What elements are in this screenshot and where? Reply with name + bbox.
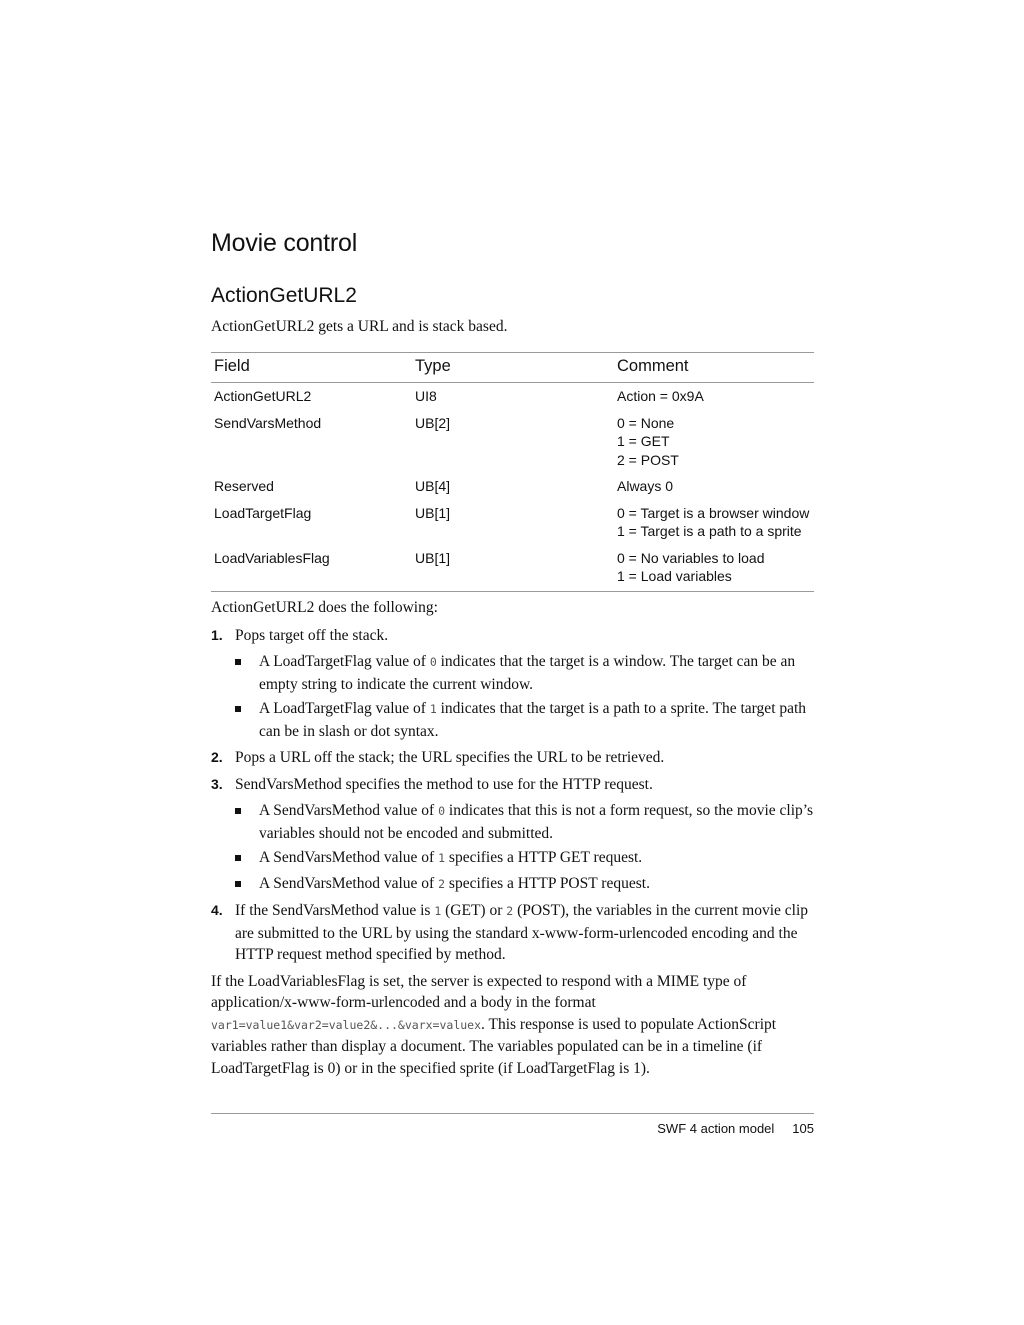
cell-type: UB[1] bbox=[415, 504, 451, 521]
bullet-item bbox=[235, 651, 814, 695]
step-item bbox=[211, 747, 814, 769]
lead-paragraph: ActionGetURL2 does the following: bbox=[211, 599, 438, 616]
step-text: SendVarsMethod specifies the method to use for the HTTP request. bbox=[235, 775, 653, 793]
closing-text-post: . This response is used to populate ActionScript variables rather than display a document. The variables populated can be in a timeline (if LoadTargetFlag is 0) or in the specified sprite (if LoadTargetFlag is 1). bbox=[211, 1015, 777, 1077]
step-item bbox=[211, 900, 814, 966]
square-bullet-icon bbox=[235, 706, 241, 712]
inline-code: 1 bbox=[429, 702, 437, 716]
bullet-text-post: indicates that the target is a window. The target can be an empty string to indicate the current window. bbox=[259, 653, 796, 693]
table-row bbox=[211, 545, 814, 592]
bullet-list bbox=[235, 651, 814, 742]
closing-paragraph bbox=[211, 971, 814, 1080]
step-number: 4. bbox=[211, 902, 223, 918]
comment-line: 1 = Target is a path to a sprite bbox=[617, 523, 802, 539]
bullet-text-post: indicates that this is not a form request, so the movie clip’s variables should not be encoded and submitted. bbox=[259, 802, 814, 842]
table-header-row bbox=[211, 353, 814, 383]
comment-line: 0 = None bbox=[617, 414, 675, 431]
cell-comment bbox=[614, 473, 814, 500]
step-number: 3. bbox=[211, 775, 223, 792]
inline-code: 2 bbox=[438, 876, 446, 891]
step-text-pre: If the SendVarsMethod value is bbox=[235, 902, 435, 919]
inline-code: 2 bbox=[506, 904, 514, 918]
steps-list bbox=[211, 625, 814, 966]
table-row bbox=[211, 500, 814, 545]
cell-type: UB[1] bbox=[412, 545, 614, 592]
inline-code: 0 bbox=[438, 804, 446, 818]
section-title: Movie control bbox=[211, 229, 358, 257]
header-field: Field bbox=[211, 353, 412, 383]
step-text: Pops a URL off the stack; the URL specifies the URL to be retrieved. bbox=[235, 749, 665, 766]
action-title: ActionGetURL2 bbox=[211, 284, 357, 307]
table-row bbox=[211, 410, 814, 474]
inline-code: var1=value1&var2=value2&...&varx=valuex bbox=[211, 1017, 482, 1032]
closing-text-pre: If the LoadVariablesFlag is set, the server is expected to respond with a MIME type of application/x-www-form-urlencoded and a body in the format bbox=[211, 972, 747, 1011]
cell-type: UB[2] bbox=[415, 414, 451, 431]
header-comment: Comment bbox=[614, 353, 814, 383]
comment-line: 1 = Load variables bbox=[617, 568, 732, 584]
cell-field: LoadTargetFlag bbox=[214, 504, 312, 521]
header-type: Type bbox=[412, 353, 614, 383]
bullet-list bbox=[235, 800, 814, 895]
cell-comment bbox=[614, 500, 814, 545]
bullet-item bbox=[235, 800, 814, 844]
comment-line: Always 0 bbox=[617, 478, 674, 494]
bullet-item bbox=[235, 873, 814, 896]
comment-line: 1 = GET bbox=[617, 433, 670, 449]
bullet-text-post: specifies a HTTP GET request. bbox=[445, 849, 643, 866]
footer-chapter: SWF 4 action model bbox=[657, 1121, 775, 1136]
comment-line: 2 = POST bbox=[617, 451, 679, 468]
square-bullet-icon bbox=[235, 881, 241, 887]
cell-field: Reserved bbox=[214, 478, 274, 494]
fields-table bbox=[211, 352, 814, 592]
inline-code: 1 bbox=[434, 904, 442, 918]
footer-rule bbox=[211, 1113, 814, 1114]
step-number: 2. bbox=[211, 749, 223, 765]
comment-line: 0 = No variables to load bbox=[617, 549, 765, 566]
cell-field: ActionGetURL2 bbox=[214, 388, 312, 404]
table-row bbox=[211, 473, 814, 500]
cell-type: UB[4] bbox=[415, 478, 451, 494]
step-item bbox=[211, 774, 814, 896]
bullet-text-pre: A SendVarsMethod value of bbox=[259, 849, 439, 866]
comment-line: Action = 0x9A bbox=[617, 388, 704, 404]
square-bullet-icon bbox=[235, 855, 241, 861]
step-number: 1. bbox=[211, 626, 223, 643]
bullet-text-pre: A SendVarsMethod value of bbox=[259, 874, 439, 892]
cell-type: UI8 bbox=[415, 388, 437, 404]
bullet-text-pre: A LoadTargetFlag value of bbox=[259, 700, 430, 717]
step-text-mid: (GET) or bbox=[441, 902, 507, 919]
bullet-item bbox=[235, 847, 814, 870]
comment-line: 0 = Target is a browser window bbox=[617, 504, 810, 521]
table-row bbox=[211, 383, 814, 410]
cell-comment bbox=[614, 410, 814, 474]
bullet-text-pre: A LoadTargetFlag value of bbox=[259, 653, 430, 670]
cell-field: SendVarsMethod bbox=[214, 414, 322, 431]
bullet-text-post: specifies a HTTP POST request. bbox=[445, 874, 650, 892]
bullet-item bbox=[235, 698, 814, 742]
cell-comment bbox=[614, 383, 814, 410]
square-bullet-icon bbox=[235, 808, 241, 814]
inline-code: 0 bbox=[429, 655, 437, 669]
square-bullet-icon bbox=[235, 659, 241, 665]
step-text: Pops target off the stack. bbox=[235, 626, 389, 644]
step-item bbox=[211, 625, 814, 743]
cell-comment bbox=[614, 545, 814, 592]
bullet-text-pre: A SendVarsMethod value of bbox=[259, 802, 439, 819]
inline-code: 1 bbox=[438, 851, 446, 865]
page-footer bbox=[211, 1121, 814, 1136]
cell-field: LoadVariablesFlag bbox=[211, 545, 412, 592]
body-text bbox=[211, 597, 814, 1079]
step-text-post: (POST), the variables in the current movie clip are submitted to the URL by using the standard x-www-form-urlencoded encoding and the HTTP request method specified by method. bbox=[235, 902, 809, 963]
action-intro: ActionGetURL2 gets a URL and is stack based. bbox=[211, 318, 508, 335]
bullet-text-post: indicates that the target is a path to a sprite. The target path can be in slash or dot syntax. bbox=[259, 700, 807, 740]
page-number: 105 bbox=[792, 1121, 814, 1136]
